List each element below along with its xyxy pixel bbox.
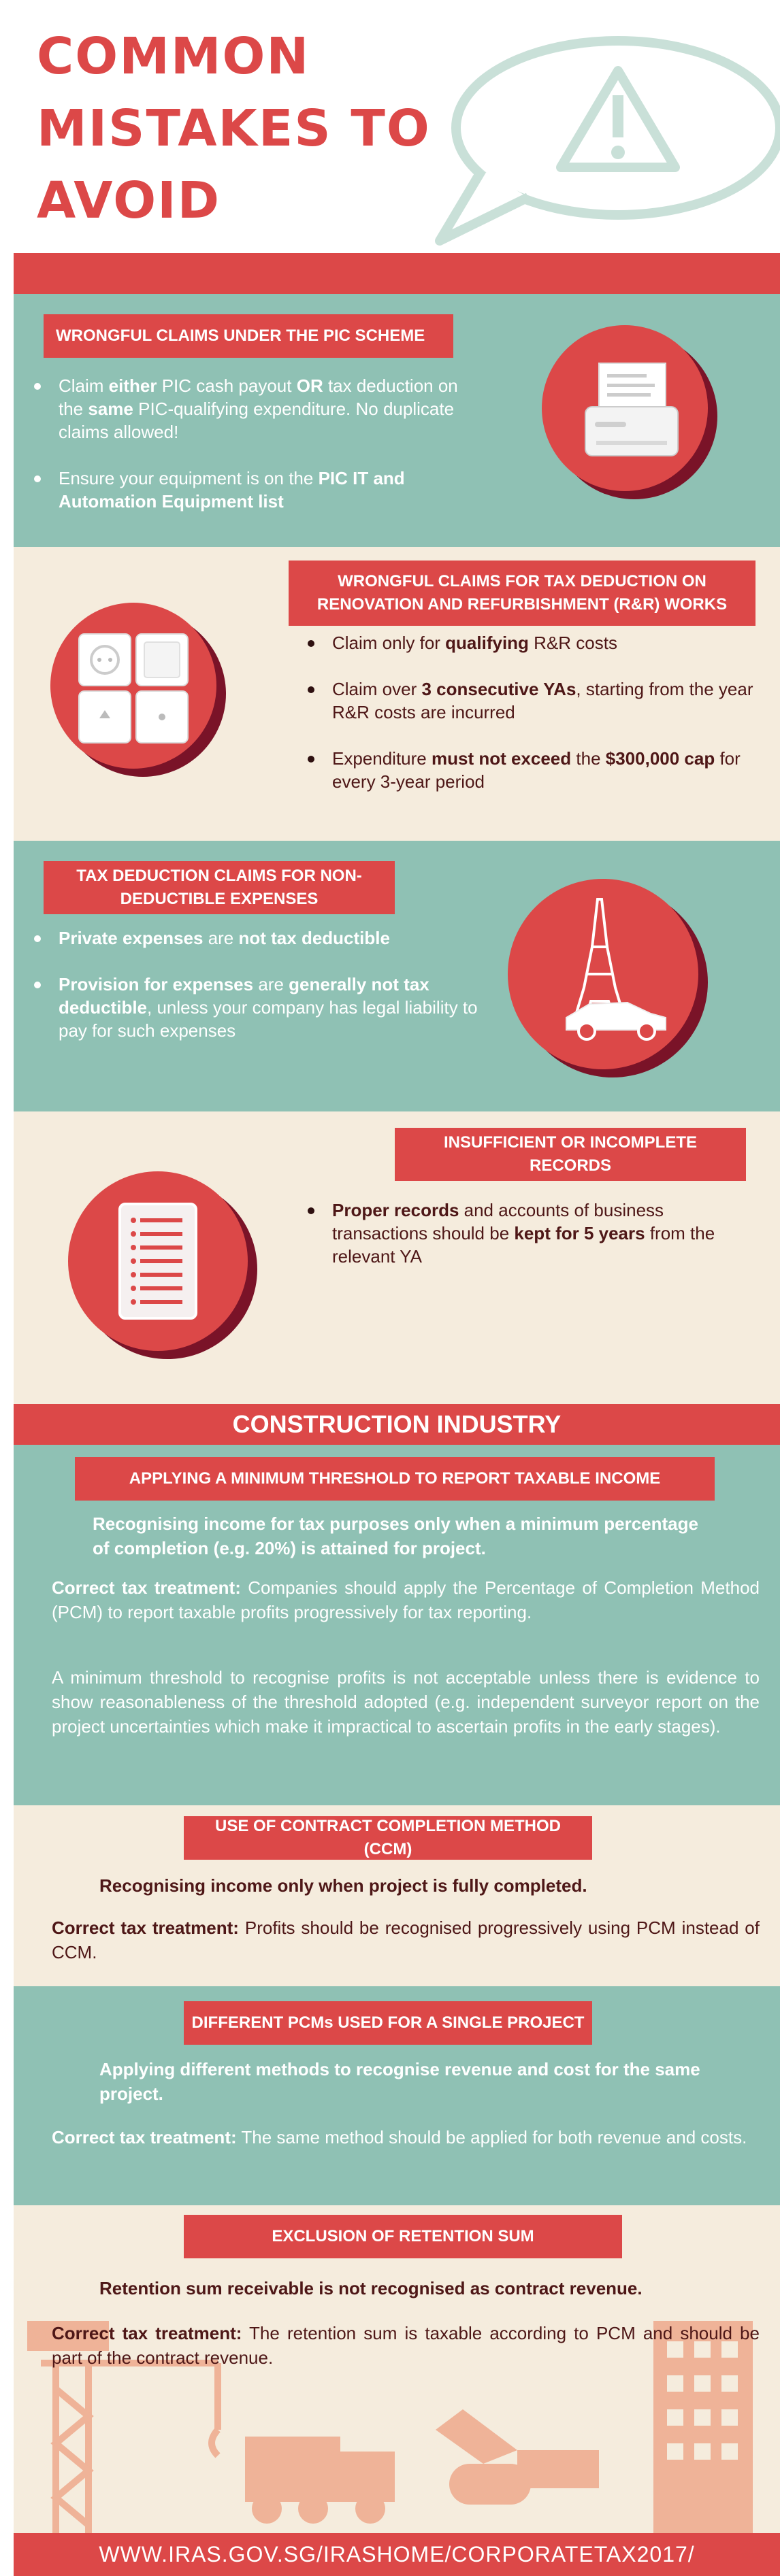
list-item: Claim only for qualifying R&R costs [299,631,762,654]
header [0,0,780,253]
title-line-1: COMMON [37,27,310,86]
section-ccm-heading: USE OF CONTRACT COMPLETION METHOD (CCM) [184,1816,592,1860]
section-nondeductible-bullets [26,926,495,1065]
section-pic [14,294,780,547]
section-retention-subheading: Retention sum receivable is not recognised as contract revenue. [99,2278,643,2298]
list-item: Claim either PIC cash payout OR tax deduction on the same PIC-qualifying expenditure. No duplicate claims allowed! [26,374,475,444]
section-nondeductible [14,841,780,1111]
section-pcms-subheading: Applying different methods to recognise revenue and cost for the same project. [99,2059,700,2104]
list-item: Provision for expenses are generally not tax deductible, unless your company has legal liability to pay for such expenses [26,973,495,1042]
section-ccm-paragraph: Correct tax treatment: Profits should be recognised progressively using PCM instead of CCM. [52,1918,760,1962]
footer [14,2533,780,2576]
section-pcms-paragraph: Correct tax treatment: The same method should be applied for both revenue and costs. [52,2127,747,2147]
header-divider-bar [14,253,780,294]
section-ccm [14,1805,780,1986]
wall-sockets-icon [50,603,216,769]
section-threshold-paragraph-1: Correct tax treatment: Companies should apply the Percentage of Completion Method (PCM) to report taxable profits progressively for tax reporting. [52,1577,760,1622]
section-threshold [14,1445,780,1805]
section-retention [14,2205,780,2533]
list-item: Private expenses are not tax deductible [26,926,495,950]
section-threshold-subheading: Recognising income for tax purposes only when a minimum percentage of completion (e.g. 20%) is attained for project. [93,1513,698,1558]
section-retention-paragraph: Correct tax treatment: The retention sum is taxable according to PCM and should be part of the contract revenue. [52,2323,760,2368]
section-rr-bullets [299,631,762,816]
section-pcms [14,1986,780,2205]
section-pcms-heading: DIFFERENT PCMs USED FOR A SINGLE PROJECT [184,2001,592,2045]
printer-icon [542,325,708,491]
section-threshold-heading: APPLYING A MINIMUM THRESHOLD TO REPORT TAXABLE INCOME [75,1457,715,1501]
list-item: Expenditure must not exceed the $300,000 cap for every 3-year period [299,747,762,793]
section-records [14,1111,780,1404]
construction-banner [14,1404,780,1445]
document-list-icon [68,1171,248,1351]
list-item: Proper records and accounts of business transactions should be kept for 5 years from the relevant YA [299,1199,762,1268]
section-nondeductible-heading: TAX DEDUCTION CLAIMS FOR NON-DEDUCTIBLE EXPENSES [44,861,395,914]
section-ccm-subheading: Recognising income only when project is fully completed. [99,1875,587,1896]
list-item: Ensure your equipment is on the PIC IT and Automation Equipment list [26,467,475,513]
title-line-3: AVOID [37,171,221,230]
construction-banner-title: CONSTRUCTION INDUSTRY [232,1410,562,1438]
section-rr-heading: WRONGFUL CLAIMS FOR TAX DEDUCTION ON RENOVATION AND REFURBISHMENT (R&R) WORKS [289,561,755,626]
eiffel-tower-car-icon [508,879,698,1069]
section-pic-bullets [26,374,475,536]
warning-speech-bubble-icon [402,24,780,253]
list-item: Claim over 3 consecutive YAs, starting from the year R&R costs are incurred [299,678,762,724]
section-pic-heading: WRONGFUL CLAIMS UNDER THE PIC SCHEME [44,314,453,358]
section-records-heading: INSUFFICIENT OR INCOMPLETE RECORDS [395,1128,746,1181]
section-threshold-paragraph-2: A minimum threshold to recognise profits is not acceptable unless there is evidence to show reasonableness of the threshold adopted (e.g. independent surveyor report on the project uncertainties which make it impractical to ascertain profits in the early stages). [52,1667,760,1737]
footer-url-link[interactable]: WWW.IRAS.GOV.SG/IRASHOME/CORPORATETAX2017/ [99,2542,695,2566]
title-line-2: MISTAKES TO [37,99,431,158]
section-records-bullets [299,1199,762,1291]
section-retention-heading: EXCLUSION OF RETENTION SUM [184,2215,622,2258]
section-rr [14,547,780,841]
